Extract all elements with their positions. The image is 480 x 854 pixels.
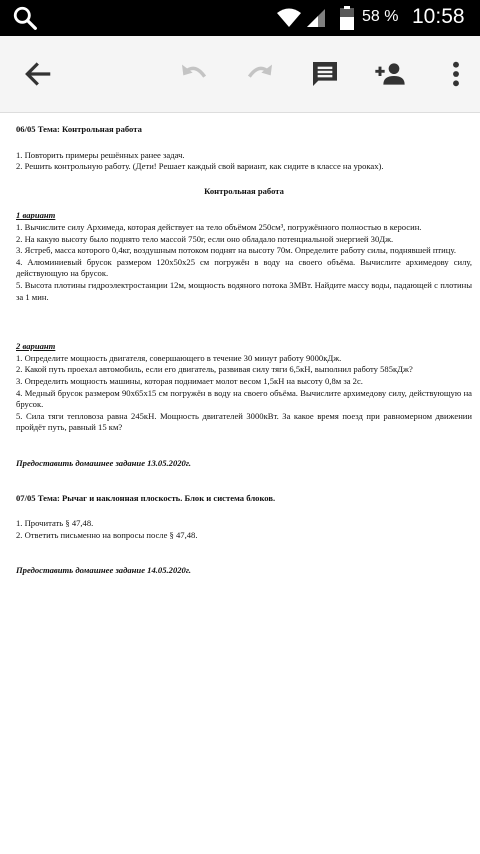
variant-2-task: 4. Медный брусок размером 90х65х15 см погружён в воду на своего объёма. Вычислите архимедову силу, действующую на брусок. [16,387,472,410]
undo-icon[interactable] [178,58,210,90]
status-bar [0,0,480,36]
intro-item: 2. Решить контрольную работу. (Дети! Решает каждый свой вариант, как сидите в классе на уроках). [16,161,384,172]
redo-icon[interactable] [244,58,276,90]
variant-2-task: 1. Определите мощность двигателя, совершающего в течение 30 минут работу 9000кДж. [16,352,342,363]
lesson-heading-0605: 06/05 Тема: Контрольная работа [16,124,142,134]
add-person-icon[interactable] [374,58,406,90]
wifi-icon [276,8,302,28]
variant-1-task: 3. Ястреб, масса которого 0,4кг, воздушным потоком поднят на высоту 70м. Определите работу силы, поднявшей птицу. [16,245,456,256]
variant-1-task: 1. Вычислите силу Архимеда, которая действует на тело объёмом 250см³, погружённого полностью в керосин. [16,221,422,232]
variant-2-task: 3. Определить мощность машины, которая поднимает молот весом 1,5кН на высоту 0,8м за 2с. [16,375,363,386]
variant-1-title: 1 вариант [16,210,56,221]
lesson-heading-0705: 07/05 Тема: Рычаг и наклонная плоскость. Блок и система блоков. [16,493,276,504]
battery-percent: 58 % [362,8,399,25]
clock: 10:58 [412,5,465,28]
test-title: Контрольная работа [204,185,284,196]
lesson-2-item: 1. Прочитать § 47,48. [16,518,94,529]
homework-deadline-2: Предоставить домашнее задание 14.05.2020г. [16,565,192,576]
variant-1-task: 4. Алюминиевый брусок размером 120х50х25 см погружён в воду на своего объёма. Вычислите архимедову силу, действующую на брусок. [16,256,472,279]
cellular-signal-icon [306,8,326,28]
comment-icon[interactable] [309,58,341,90]
variant-2-title: 2 вариант [16,341,56,352]
more-options-icon[interactable] [440,58,472,90]
back-arrow-icon[interactable] [22,58,54,90]
variant-2-task: 5. Сила тяги тепловоза равна 245кН. Мощность двигателей 3000кВт. За какое время поезд при равномерном движении пройдёт путь, равный 15 км? [16,410,472,433]
document-body [16,120,472,577]
variant-2-task: 2. Какой путь проехал автомобиль, если его двигатель, развивая силу тяги 6,5кН, выполнил работу 585кДж? [16,364,413,375]
variant-1-task: 5. Высота плотины гидроэлектростанции 12м, мощность водяного потока 3МВт. Найдите массу воды, падающей с плотины за 1 мин. [16,279,472,302]
lesson-2-item: 2. Ответить письменно на вопросы после § 47,48. [16,529,198,540]
homework-deadline-1: Предоставить домашнее задание 13.05.2020г. [16,457,192,468]
app-toolbar [0,36,480,113]
variant-1-task: 2. На какую высоту было поднято тело массой 750г, если оно обладало потенциальной энергией 30Дж. [16,233,394,244]
battery-icon [340,6,354,30]
search-icon[interactable] [12,5,38,31]
intro-item: 1. Повторить примеры решённых ранее задач. [16,149,185,160]
